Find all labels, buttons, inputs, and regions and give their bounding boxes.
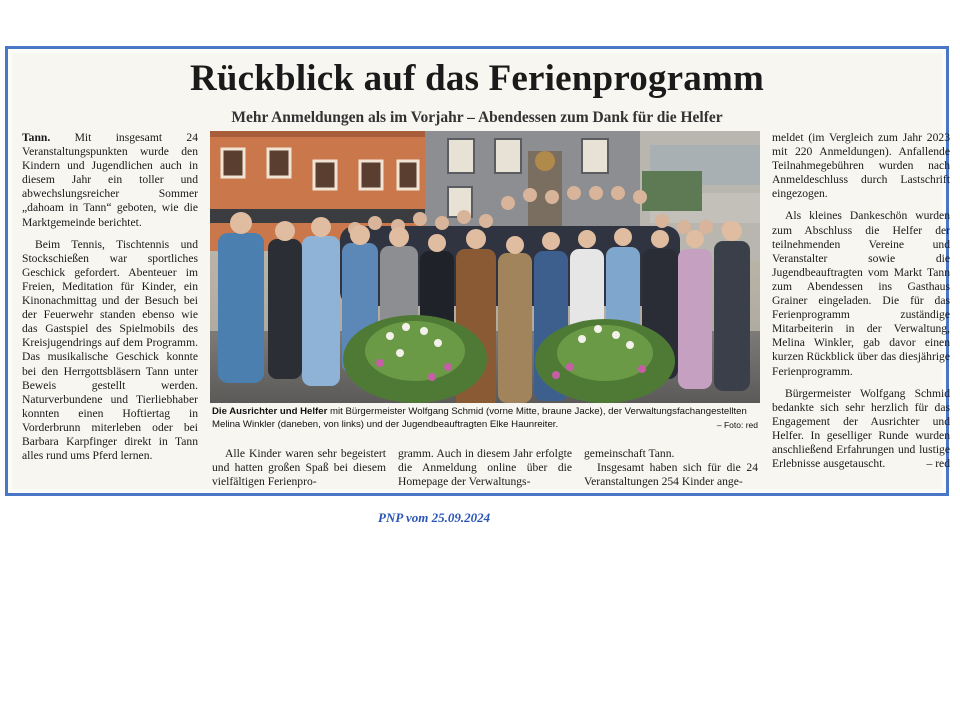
- author-sign: – red: [926, 457, 950, 471]
- photo-credit: – Foto: red: [716, 419, 758, 430]
- paragraph: Als kleines Dankeschön wurden zum Abschluss die Helfer der teilnehmenden Vereine und Veranstalter sowie die Jugendbeauftragten vom Markt Tann zum Abendessen ins Gasthaus Grainer eingeladen. Die für das Ferienprogramm zuständige Mitarbeiterin in der Verwaltung, Melina Winkler, gab davor einen kurzen Rückblick über das diesjährige Ferienprogramm.: [772, 209, 950, 378]
- article-title: Rückblick auf das Ferienprogramm: [189, 58, 765, 99]
- paragraph: [772, 387, 950, 472]
- newspaper-clipping: [12, 53, 950, 489]
- group-photo-image: [210, 131, 760, 403]
- group-photo: [210, 131, 760, 403]
- article-frame: [5, 46, 949, 496]
- caption-lead: Die Ausrichter und Helfer: [212, 406, 328, 417]
- paragraph: Alle Kinder waren sehr begeistert und hatten großen Spaß bei diesem vielfältigen Ferienpro-: [212, 447, 386, 489]
- text-column-1: [22, 131, 198, 471]
- paragraph: [22, 131, 198, 230]
- caption-text: mit Bürgermeister Wolfgang Schmid (vorne Mitte, braune Jacke), der Verwaltungsfachangestellten Melina Winkler (daneben, von links) und der Jugendbeauftragten Elke Haunreiter.: [212, 406, 747, 430]
- source-note: PNP vom 25.09.2024: [378, 510, 491, 525]
- paragraph: Beim Tennis, Tischtennis und Stockschießen war sportliches Geschick gefordert. Abenteuer im Freien, Meditation für Kinder, ein Kinonachmittag und der Besuch bei der Feuerwehr standen ebenso wie das Gastspiel des Spielmobils des Kreisjugendrings auf dem Programm. Das musikalische Geschick konnte bei den Herrgottsbläsern Tann unter Beweis gestellt werden. Naturverbundene und Tierliebhaber konnten einen Hoftiertag in Vorderbrunn miterleben oder bei Barbara Karpfinger direkt in Tann alles rund ums Pferd lernen.: [22, 237, 198, 463]
- text-column-4: [584, 447, 758, 489]
- paragraph: gemeinschaft Tann.: [584, 447, 675, 460]
- paragraph: gramm. Auch in diesem Jahr erfolgte die Anmeldung online über die Homepage der Verwaltungs-: [398, 447, 572, 489]
- photo-caption: [212, 406, 758, 431]
- article-subtitle: Mehr Anmeldungen als im Vorjahr – Abendessen zum Dank für die Helfer: [231, 109, 723, 126]
- paragraph-text: Bürgermeister Wolfgang Schmid bedankte sich sehr herzlich für das Engagement der Ausrichter und Helfer. In geselliger Runde wurden anschließend Erfahrungen und lustige Erlebnisse ausgetauscht.: [772, 386, 950, 471]
- dateline: Tann.: [22, 131, 51, 144]
- text-column-2: [212, 447, 386, 489]
- paragraph: meldet (im Vergleich zum Jahr 2023 mit 220 Anmeldungen). Anfallende Teilnahmegebühren wurden nach Anmeldeschluss durch Lastschrift eingezogen.: [772, 131, 950, 201]
- text-column-5: [772, 131, 950, 471]
- paragraph: Insgesamt haben sich für die 24 Veranstaltungen 254 Kinder ange-: [584, 461, 758, 489]
- text-column-3: [398, 447, 572, 489]
- paragraph-text: Mit insgesamt 24 Veranstaltungspunkten wurde den Kindern und Jugendlichen auch in diesem Jahr ein toller und abwechslungsreicher Sommer „dahoam in Tann“ geboten, wie die Marktgemeinde berichtet.: [22, 131, 198, 229]
